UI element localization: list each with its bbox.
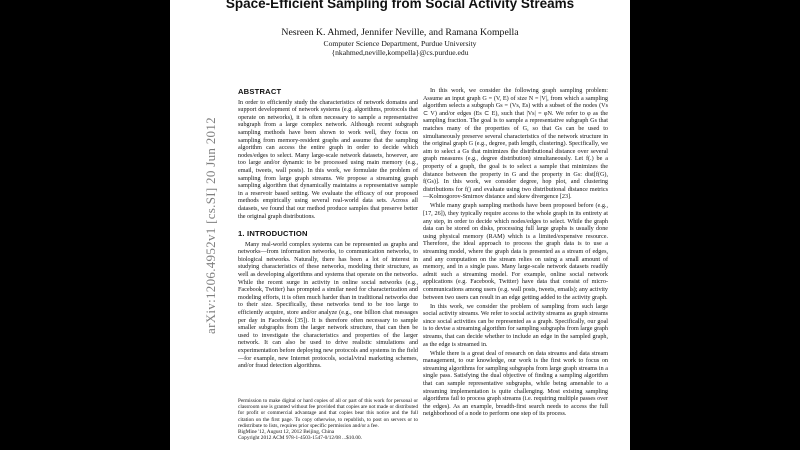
activity-streams-paragraph: In this work, we consider the problem of sampling from such large social activity streams. We refer to social activity streams as graph streams since social activities can be represented as a graph. Specifically, our goal is to devise a streaming algorithm for sampling subgraphs from large graph streams, that can decide whether to include an edge in the sampled graph, as the edge is streamed in.	[423, 303, 608, 348]
paper-page	[170, 0, 630, 450]
paper-authors: Nesreen K. Ahmed, Jennifer Neville, and Ramana Kompella	[281, 27, 519, 38]
affiliation: Computer Science Department, Purdue University	[323, 39, 477, 48]
contribution-paragraph: While there is a great deal of research on data streams and data stream management, to our knowledge, our work is the first work to focus on streaming algorithms for sampling subgraphs from large graph streams in a single pass. Satisfying the dual objective of finding a sampling algorithm that can sample representative subgraphs, while being amenable to a streaming implementation is quite challenging. Most existing sampling algorithms fail to process graph streams (i.e. requiring multiple passes over the edges). As an example, breadth-first search needs to access the full neighborhood of a node to perform one step of its process.	[423, 350, 608, 418]
right-column	[423, 88, 608, 421]
problem-definition-paragraph: In this work, we consider the following graph sampling problem: Assume an input graph G = (V, E) of size N = |V|, from which a sampling algorithm selects a subgraph Gs = (Vs, Es) with a subset of the nodes (Vs ⊂ V) and/or edges (Es ⊂ E), such that |Vs| = φN. We refer to φ as the sampling fraction. The goal is to sample a representative subgraph Gs that matches many of the properties of G, so that Gs can be used to simultaneously preserve several characteristics of the network structure in the original graph G (e.g., degree, path length, clustering). Specifically, we aim to select a Gs that minimizes the distributional distance over several graph measures (e.g., degree distribution) simultaneously. Let f(.) be a property of a graph, the goal is to select a sample that minimizes the distance between the property in G and the property in Gs: dist[f(G), f(Gs)]. In this work, we consider degree, hop plot, and clustering distributions for f() and evaluate using two distributional distance metrics—Kolmogorov-Smirnov distance and skew divergence [23].	[423, 88, 608, 201]
left-column	[238, 88, 418, 372]
permission-notice	[238, 398, 418, 441]
permission-text: Permission to make digital or hard copies of all or part of this work for personal or classroom use is granted without fee provided that copies are not made or distributed for profit or commercial advantage and that copies bear this notice and the full citation on the first page. To copy otherwise, to republish, to post on servers or to redistribute to lists, requires prior specific permission and/or a fee.	[238, 398, 418, 429]
abstract-text: In order to efficiently study the characteristics of network domains and support development of network systems (e.g. algorithms, protocols that operate on networks), it is often necessary to sample a representative subgraph from a large complex network. Although recent subgraph sampling methods have been shown to work well, they focus on sampling from memory-resident graphs and assume that the sampling algorithm can access the entire graph in order to decide which nodes/edges to select. Many large-scale network datasets, however, are too large and/or dynamic to be processed using main memory (e.g., email, tweets, wall posts). In this work, we formulate the problem of sampling from large graph streams. We propose a streaming graph sampling algorithm that dynamically maintains a representative sample in a reservoir based setting. We evaluate the efficacy of our proposed methods empirically using several real-world data sets. Across all datasets, we found that our method produce samples that preserve better the original graph distributions.	[238, 99, 418, 220]
introduction-paragraph: Many real-world complex systems can be represented as graphs and networks—from information networks, to communication networks, to biological networks. Naturally, there has been a lot of interest in studying characteristics of these networks, modeling their structure, as well as developing algorithms and systems that operate on the networks. While the recent surge in activity in online social networks (e.g., Facebook, Twitter) has prompted a similar need for characterization and modeling efforts, it is often much harder than in traditional networks due to their size. Specifically, these networks tend to be too large to efficiently acquire, store and/or analyze (e.g., one billion chat messages per day in Facebook [35]). It is therefore often necessary to sample smaller subgraphs from the larger network structure, that can then be used to investigate the characteristics and properties of the larger network. It can also be used to drive realistic simulations and experimentation before deploying new protocols and systems in the field—for example, new Internet protocols, social/viral marketing schemes, and/or fraud detection algorithms.	[238, 241, 418, 370]
copyright-line: Copyright 2012 ACM 978-1-4503-1547-0/12/08 ...$10.00.	[238, 435, 363, 442]
introduction-heading: 1. INTRODUCTION	[238, 229, 308, 239]
conference-venue: BigMine '12, August 12, 2012 Beijing, China	[238, 429, 335, 436]
left-letterbox	[0, 0, 170, 450]
author-emails: {nkahmed,neville,kompella}@cs.purdue.edu	[331, 48, 469, 57]
paper-title: Space-Efficient Sampling from Social Activity Streams	[225, 0, 575, 11]
affiliation-block	[170, 39, 630, 57]
streaming-model-paragraph: While many graph sampling methods have been proposed before (e.g., [17, 26]), they typically require access to the whole graph in its entirety at any step, in order to decide which nodes/edges to select. While the graph data can be stored on disks, processing full large graphs is usually done using physical memory (RAM) which is a limited/expensive resource. Therefore, the ideal approach to process the graph data is to use a streaming model, where the graph data is presented as a stream of edges, and any computation on the stream relies on using a small amount of memory, and in a single pass. Many large-scale network datasets readily admit such a streaming model. For example, online social network applications (e.g. Facebook, Twitter) have data that consist of micro-communications among users (e.g. wall posts, tweets, emails); any activity between two users can result in an edge getting added to the activity graph.	[423, 203, 608, 301]
abstract-heading: ABSTRACT	[238, 87, 282, 96]
arxiv-identifier: arXiv:1206.4952v1 [cs.SI] 20 Jun 2012	[203, 117, 218, 334]
right-letterbox	[630, 0, 800, 450]
